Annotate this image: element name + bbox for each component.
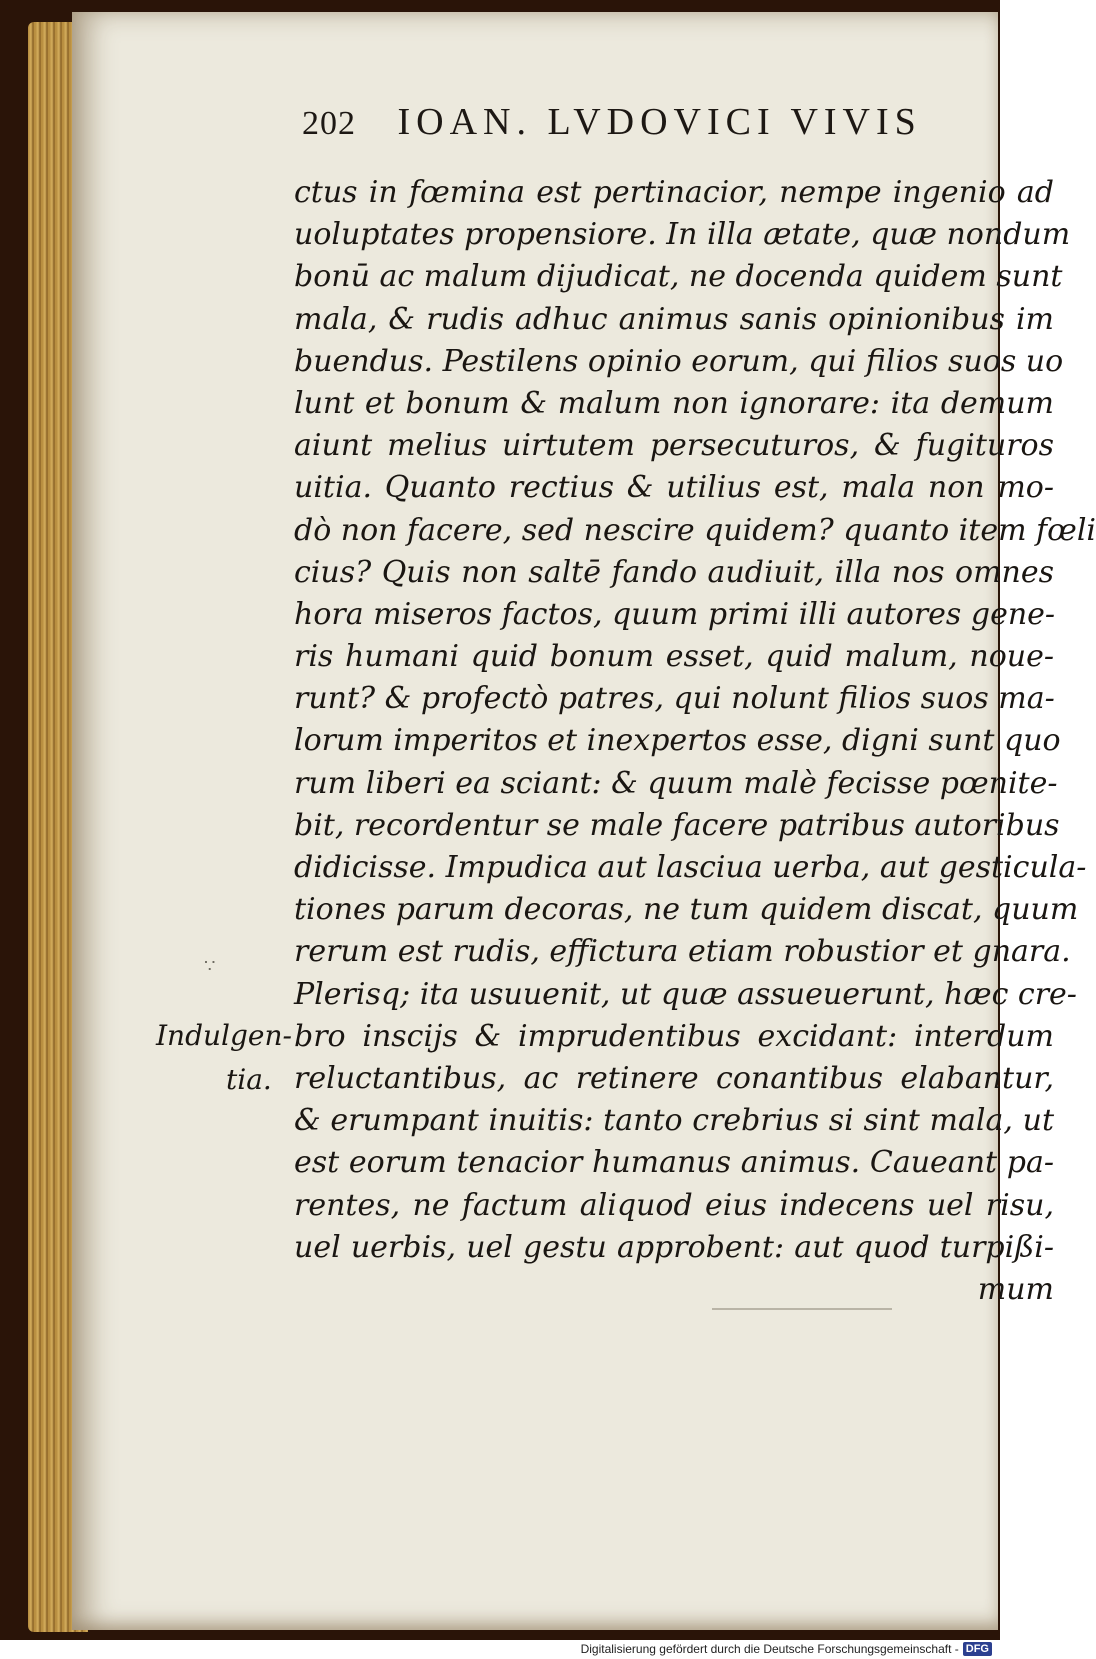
text-line: hora miseros factos, quum primi illi autores gene- xyxy=(294,596,1056,632)
text-line: & erumpant inuitis: tanto crebrius si sint mala, ut xyxy=(294,1103,1054,1139)
text-line: rum liberi ea sciant: & quum malè fecisse pœnite- xyxy=(294,765,1058,801)
text-line: ctus in fœmina est pertinacior, nempe ingenio ad xyxy=(294,175,1054,210)
text-line: uel uerbis, uel gestu approbent: aut quod turpißi- xyxy=(294,1229,1054,1265)
text-line: rerum est rudis, effictura etiam robustior et gnara. xyxy=(294,934,1071,970)
credit-text: Digitalisierung gefördert durch die Deutsche Forschungsgemeinschaft - xyxy=(580,1642,959,1656)
text-line: lorum imperitos et inexpertos esse, digni sunt quo xyxy=(294,723,1061,759)
text-line: runt? & profectò patres, qui nolunt filios suos ma- xyxy=(294,681,1055,717)
text-line: Plerisq; ita usuuenit, ut quæ assueuerunt, hæc cre- xyxy=(294,976,1077,1012)
text-line: est eorum tenacior humanus animus. Caueant pa- xyxy=(294,1145,1054,1181)
catchword: mum xyxy=(977,1271,1054,1307)
text-line: didicisse. Impudica aut lasciua uerba, aut gesticula- xyxy=(294,850,1087,885)
text-line: aiunt melius uirtutem persecuturos, & fugituros xyxy=(294,428,1054,464)
text-line: uoluptates propensiore. In illa ætate, quæ nondum xyxy=(294,217,1071,253)
text-line: mala, & rudis adhuc animus sanis opinionibus im xyxy=(294,301,1054,337)
footer-credit xyxy=(581,1641,992,1657)
margin-mark: ∵ xyxy=(204,956,216,976)
margin-note-line: Indulgen- xyxy=(156,1019,292,1052)
text-line: cius? Quis non saltē fando audiuit, illa nos omnes xyxy=(294,554,1054,590)
text-line: uitia. Quanto rectius & utilius est, mala non mo- xyxy=(294,470,1054,506)
text-line: dò non facere, sed nescire quidem? quanto item fœli xyxy=(294,512,1096,548)
margin-note xyxy=(156,1014,292,1102)
page-number: 202 xyxy=(302,105,356,142)
text-line: bit, recordentur se male facere patribus autoribus xyxy=(294,807,1060,843)
text-line: reluctantibus, ac retinere conantibus elabantur, xyxy=(294,1060,1054,1096)
running-title: IOAN. LVDOVICI VIVIS xyxy=(397,101,922,143)
text-line: lunt et bonum & malum non ignorare: ita demum xyxy=(294,385,1054,421)
body-text xyxy=(294,172,1096,1311)
text-line: buendus. Pestilens opinio eorum, qui filios suos uo xyxy=(294,343,1064,379)
text-line: bonū ac malum dijudicat, ne docenda quidem sunt xyxy=(294,259,1063,295)
running-header xyxy=(302,100,1002,170)
text-line: bro inscijs & imprudentibus excidant: interdum xyxy=(294,1018,1054,1054)
text-line: rentes, ne factum aliquod eius indecens uel risu, xyxy=(294,1187,1054,1223)
margin-note-line: tia. xyxy=(226,1063,272,1096)
divider xyxy=(712,1308,892,1310)
book-page xyxy=(72,12,1096,1630)
dfg-logo: DFG xyxy=(963,1642,992,1656)
text-line: ris humani quid bonum esset, quid malum, noue- xyxy=(294,639,1054,675)
text-line: tiones parum decoras, ne tum quidem discat, quum xyxy=(294,892,1079,928)
